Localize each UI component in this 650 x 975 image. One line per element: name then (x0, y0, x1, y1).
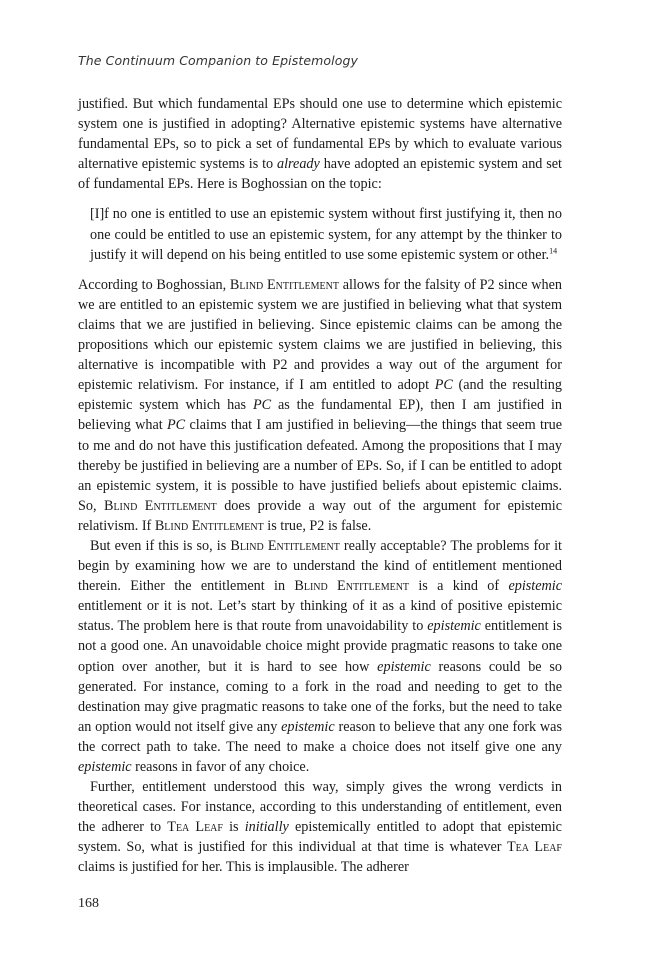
emphasis: already (277, 156, 320, 173)
paragraph-2: According to Boghossian, Blind Entitlement allows for the falsity of P2 since when we are entitled to an epistemic system we are justified in believing what that system claims that we are justified in believing. Since epistemic claims can be among the propositions which our epistemic system claims we are justified in believing, this alternative is incompatible with P2 and provides a way out of the argument for epistemic relativism. For instance, if I am entitled to adopt PC (and the resulting epistemic system which has PC as the fundamental EP), then I am justified in believing what PC claims that I am justified in believing—the things that seem true to me and do not have this justification defeated. Among the propositions that I may thereby be justified in believing are a number of EPs. So, if I can be entitled to adopt an epistemic system, it is possible to have justified beliefs about epistemic claims. So, Blind Entitlement does provide a way out of the argument for epistemic relativism. If Blind Entitlement is true, P2 is false. (78, 276, 563, 534)
emphasis: PC (434, 377, 453, 394)
paragraph-3: But even if this is so, is Blind Entitlement really acceptable? The problems for it begin by examining how we are to understand the kind of entitlement mentioned therein. Either the entitlement in Blind Entitlement is a kind of epistemic entitlement or it is not. Let’s start by thinking of it as a kind of positive epistemic status. The problem here is that route from unavoidability to epistemic entitlement is not a good one. An unavoidable choice might provide pragmatic reasons to take one option over another, but it is hard to see how epistemic reasons could be so generated. For instance, coming to a fork in the road and needing to get to the destination may give pragmatic reasons to take one of the forks, but the need to take an option would not itself give any epistemic reason to believe that any one fork was the correct path to take. The need to make a choice does not itself give one any epistemic reasons in favor of any choice. (78, 537, 563, 775)
small-caps-term: Blind Entitlement (154, 517, 264, 534)
small-caps-term: Blind Entitlement (103, 497, 217, 514)
emphasis: PC (167, 417, 186, 434)
emphasis: epistemic (78, 759, 132, 775)
block-quote: [I]f no one is entitled to use an epistemic system without first justifying it, then no one could be entitled to use an epistemic system, for any attempt by the thinker to justify it will depend on his being entitled to use some epistemic system or other.$^{14}$ (90, 206, 562, 263)
small-caps-term: Blind Entitlement (229, 276, 339, 293)
footnote-marker: 14 (549, 245, 558, 255)
body-text (78, 94, 562, 878)
small-caps-term: Blind Entitlement (294, 578, 410, 595)
emphasis: epistemic (281, 718, 335, 735)
small-caps-term: Blind Entitlement (230, 537, 340, 554)
emphasis: PC (252, 397, 272, 414)
small-caps-term: Tea Leaf (167, 819, 223, 836)
small-caps-term: Tea Leaf (506, 839, 562, 856)
emphasis: epistemic (427, 618, 481, 635)
paragraph-1: justified. But which fundamental EPs should one use to determine which epistemic system one is justified in adopting? Alternative epistemic systems have alternative fundamental EPs, so to pick a set of fundamental EPs by which to evaluate various alternative epistemic systems is to already have adopted an epistemic system and set of fundamental EPs. Here is Boghossian on the topic: (78, 96, 563, 193)
page-number: 168 (78, 896, 99, 911)
paragraph-4: Further, entitlement understood this way, simply gives the wrong verdicts in theoretical cases. For instance, according to this understanding of entitlement, even the adherer to Tea Leaf is initially epistemically entitled to adopt that epistemic system. So, what is justified for this individual at that time is whatever Tea Leaf claims is justified for her. This is implausible. The adherer (78, 779, 562, 876)
emphasis: epistemic (508, 578, 563, 595)
running-head: The Continuum Companion to Epistemology (78, 53, 359, 68)
book-page (78, 0, 562, 975)
emphasis: initially (244, 819, 289, 836)
emphasis: epistemic (377, 658, 431, 675)
